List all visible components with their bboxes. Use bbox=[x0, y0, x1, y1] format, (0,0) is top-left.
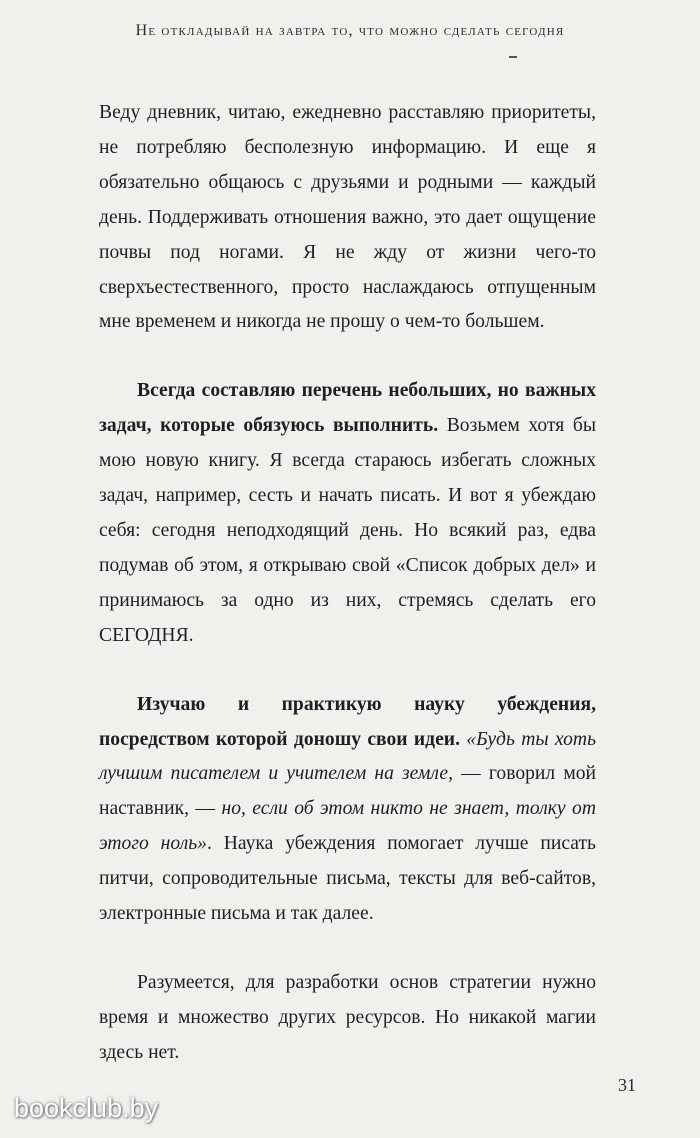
paragraph-1 bbox=[99, 96, 596, 340]
paragraph-2-text: Возьмем хотя бы мою новую книгу. Я всегда стараюсь избегать сложных задач, например, сесть и начать писать. И вот я убеждаю себя: сегодня неподходящий день. Но всякий раз, едва подумав об этом, я открываю свой «Список добрых дел» и принимаюсь за одно из них, стремясь сделать его СЕГОДНЯ. bbox=[99, 415, 596, 646]
paragraph-3 bbox=[99, 688, 596, 932]
paragraph-4 bbox=[99, 966, 596, 1071]
paragraph-2-lead: Всегда составляю перечень небольших, но важных задач, которые обязуюсь выполнить. bbox=[99, 380, 596, 437]
paragraph-4-text: Разумеется, для разработки основ стратегии нужно время и множество других ресурсов. Но никакой магии здесь нет. bbox=[99, 971, 596, 1063]
watermark: bookclub.by bbox=[14, 1093, 159, 1123]
paragraph-3-tail: . Наука убеждения помогает лучше писать питчи, сопроводительные письма, тексты для веб-сайтов, электронные письма и так далее. bbox=[99, 833, 596, 925]
body-text bbox=[99, 96, 596, 1071]
paragraph-3-quote-1: «Будь ты хоть лучшим писателем и учителем на земле, bbox=[99, 728, 596, 785]
paragraph-3-lead: Изучаю и практикую науку убеждения, посредством которой доношу свои идеи. bbox=[99, 693, 596, 750]
paragraph-2 bbox=[99, 374, 596, 653]
running-header: Не откладывай на завтра то, что можно сделать сегодня bbox=[135, 22, 565, 39]
paragraph-1-text: Веду дневник, читаю, ежедневно расставляю приоритеты, не потребляю бесполезную информацию. И еще я обязательно общаюсь с друзьями и родными — каждый день. Поддерживать отношения важно, это дает ощущение почвы под ногами. Я не жду от жизни чего-то сверхъестественного, просто наслаждаюсь отпущенным мне временем и никогда не прошу о чем-то большем. bbox=[99, 102, 596, 333]
header-dash bbox=[509, 56, 517, 58]
paragraph-3-mid: — говорил мой наставник, — bbox=[99, 763, 597, 820]
paragraph-3-quote-2: но, если об этом никто не знает, толку от этого ноль» bbox=[99, 798, 596, 855]
page-number: 31 bbox=[618, 1075, 636, 1095]
